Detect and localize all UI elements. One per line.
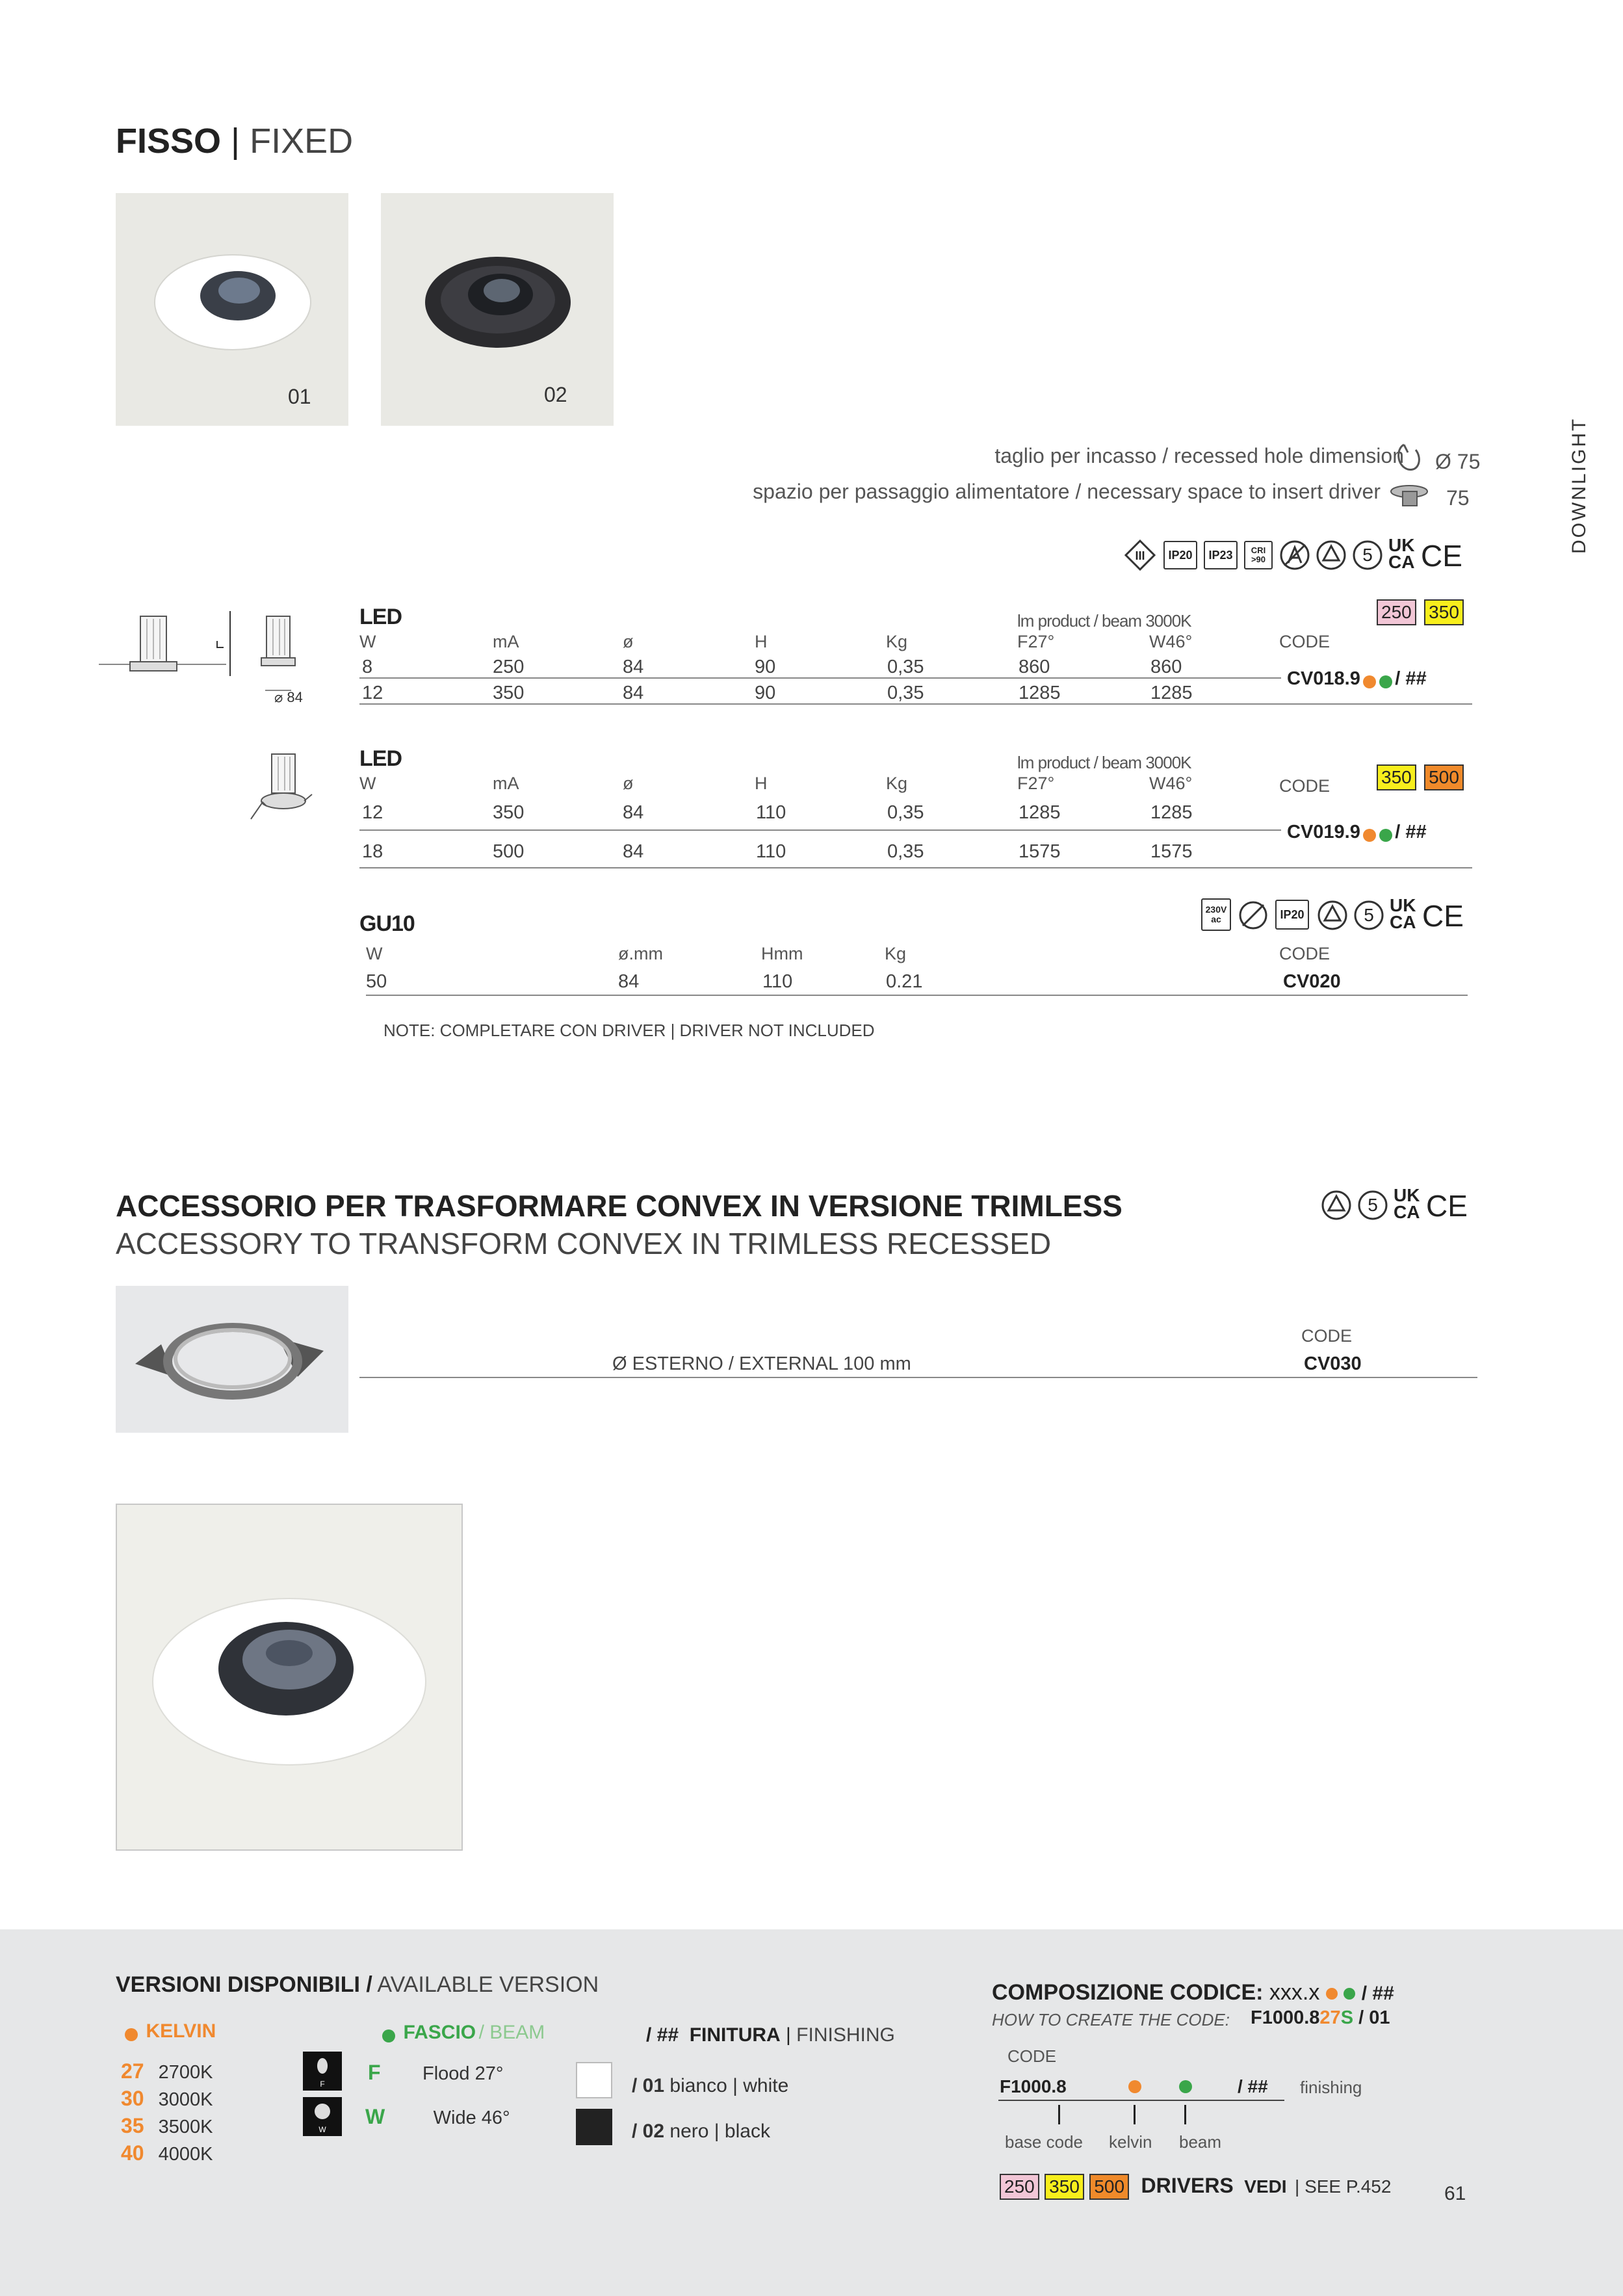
list-item: W Wide 46° [365,2105,510,2128]
beam-dot [1379,675,1392,688]
ip20-icon: IP20 [1275,900,1309,930]
drivers-label: DRIVERS [1141,2174,1234,2197]
kelvin-dot [1128,2080,1141,2093]
product-photo-black [381,193,614,426]
photo-label: 02 [544,383,567,406]
class-iii-icon [1124,540,1156,571]
row-divider [359,677,1281,679]
tag-350: 350 [1045,2174,1084,2200]
row-divider [366,995,1468,996]
row-divider [359,703,1472,705]
beam-dot [382,2029,395,2042]
kelvin-heading: KELVIN [125,2020,216,2042]
tag-350: 350 [1377,764,1416,790]
driver-icon [1390,482,1431,508]
photo-label: 01 [288,385,311,408]
svg-text:5: 5 [1368,1195,1378,1215]
warranty-5-icon [1357,1190,1388,1221]
accessory-description: Ø ESTERNO / EXTERNAL 100 mm [612,1353,911,1374]
svg-text:5: 5 [1362,545,1373,565]
table1-lm-header: lm product / beam 3000K [1017,611,1191,631]
black-downlight-image [381,193,614,426]
hole-dimension [994,444,1404,468]
list-item: 27 2700K [121,2059,213,2083]
svg-text:5: 5 [1364,905,1374,925]
ce-icon: CE [1421,539,1462,573]
accessory-code-label: CODE [1301,1326,1353,1346]
table2-header-row: W mA ø H Kg F27° W46° CODE [359,774,1331,796]
ip23-icon: IP23 [1204,541,1238,569]
table2-code: CV019.9 / ## [1287,822,1427,842]
composition-heading: COMPOSIZIONE CODICE: xxx.x / ## [992,1980,1394,2005]
list-item: 35 3500K [121,2114,213,2137]
page-title [116,121,353,161]
drivers-row: 250 350 500 DRIVERS VEDI | SEE P.452 [1000,2174,1391,2200]
table2-type: LED [359,746,402,771]
driver-space-text: spazio per passaggio alimentatore / necessary space to insert driver [753,480,1381,503]
warranty-5-icon [1352,540,1383,571]
ukca-icon: UK CA [1390,895,1416,932]
kelvin-dot [1326,1988,1338,2000]
beam-dot [1344,1988,1355,2000]
table2-tags [1377,764,1464,790]
table-row: 8 250 84 90 0,35 860 860 [362,657,1182,677]
row-divider [359,829,1281,831]
code-label: CODE [1007,2046,1057,2066]
table1-code: CV018.9 / ## [1287,668,1427,689]
page-number: 61 [1444,2183,1466,2204]
title-bold: FISSO [116,122,222,161]
trimless-installed-photo [116,1504,463,1851]
trimless-downlight-image [117,1505,461,1849]
beam-dot [1379,829,1392,842]
black-swatch [576,2109,612,2145]
side-tab [1563,417,1596,559]
how-to-label: HOW TO CREATE THE CODE: [992,2010,1230,2029]
hole-dimension-text: taglio per incasso / recessed hole dimension [994,444,1404,467]
hole-dimension-value: Ø 75 [1435,450,1481,473]
versions-heading: VERSIONI DISPONIBILI / AVAILABLE VERSION [116,1972,599,1997]
no-insulation-icon [1279,540,1310,571]
product-photo-white [116,193,348,426]
white-downlight-image [116,193,348,426]
certifications-accessory [1321,1187,1477,1226]
table-row: 50 84 110 0.21 CV020 [366,971,1341,992]
driver-note: NOTE: COMPLETARE CON DRIVER | DRIVER NOT INCLUDED [383,1021,875,1040]
ip20-icon: IP20 [1163,541,1197,569]
white-swatch [576,2062,612,2098]
accessory-photo [116,1286,348,1433]
table3-header-row: W ø.mm Hmm Kg CODE [366,944,1331,963]
table2-lm-header: lm product / beam 3000K [1017,753,1191,772]
flood-beam-icon [303,2052,342,2091]
row-divider [359,867,1472,868]
svg-text:W: W [318,2125,326,2134]
driver-space [753,480,1381,504]
kelvin-list [121,2059,251,2174]
row-divider [359,1377,1477,1378]
table3-code: CV020 [1283,971,1341,992]
table-row: 12 350 84 90 0,35 1285 1285 [362,683,1193,703]
recycle-icon [1317,900,1348,931]
kelvin-dot [1363,829,1376,842]
list-item: / 01 bianco | white [632,2075,789,2096]
ce-icon: CE [1422,899,1464,933]
list-item: F Flood 27° [368,2061,504,2084]
beam-dot [1179,2080,1192,2093]
title-separator: | [231,122,250,161]
technical-drawing-adjustable [246,749,317,831]
trimless-ring-image [116,1286,348,1433]
ce-icon: CE [1426,1189,1468,1223]
voltage-icon: 230V ac [1201,898,1231,931]
table1-type: LED [359,605,402,629]
kelvin-dot [1363,675,1376,688]
hole-icon [1394,441,1423,475]
certifications-top [1124,537,1469,576]
accessory-title-it: ACCESSORIO PER TRASFORMARE CONVEX IN VERSIONE TRIMLESS [116,1189,1123,1223]
table-row: 12 350 84 110 0,35 1285 1285 [362,802,1193,823]
drivers-see-page: | SEE P.452 [1295,2176,1392,2197]
no-dimmer-icon [1238,900,1269,931]
cri-icon: CRI >90 [1244,541,1273,569]
svg-text:F: F [320,2080,325,2089]
table1-tags [1377,599,1464,625]
tag-350: 350 [1424,599,1464,625]
table1-header-row: W mA ø H Kg F27° W46° CODE [359,632,1331,651]
tag-500: 500 [1424,764,1464,790]
driver-space-value: 75 [1446,486,1470,510]
finishing-heading: / ## FINITURA | FINISHING [646,2024,895,2046]
certifications-gu10 [1201,896,1474,935]
svg-text:III: III [1135,549,1145,562]
drawing-diameter: ⌀ 84 [274,689,303,705]
list-item: 40 4000K [121,2141,213,2165]
ukca-icon: UK CA [1388,535,1415,572]
table3-type: GU10 [359,911,415,936]
accessory-code: CV030 [1304,1353,1362,1374]
list-item: 30 3000K [121,2087,213,2110]
recycle-icon [1321,1190,1352,1221]
table-row: 18 500 84 110 0,35 1575 1575 [362,841,1193,862]
tag-500: 500 [1089,2174,1129,2200]
accessory-title-en: ACCESSORY TO TRANSFORM CONVEX IN TRIMLESS RECESSED [116,1227,1052,1260]
wide-beam-icon [303,2097,342,2136]
title-light: FIXED [250,122,354,161]
diagram-line [998,2100,1284,2101]
beam-heading: FASCIO / BEAM [382,2022,545,2044]
code-example: F1000.827S / 01 [1251,2007,1390,2028]
kelvin-dot [125,2028,138,2041]
code-diagram: F1000.8 / ## finishing base code kelvin beam [1000,2076,1362,2152]
ukca-icon: UK CA [1394,1185,1420,1222]
tag-250: 250 [1000,2174,1039,2200]
tag-250: 250 [1377,599,1416,625]
warranty-5-icon [1353,900,1384,931]
recycle-icon [1316,540,1347,571]
side-tab-label: DOWNLIGHT [1568,417,1590,554]
list-item: / 02 nero | black [632,2120,770,2142]
